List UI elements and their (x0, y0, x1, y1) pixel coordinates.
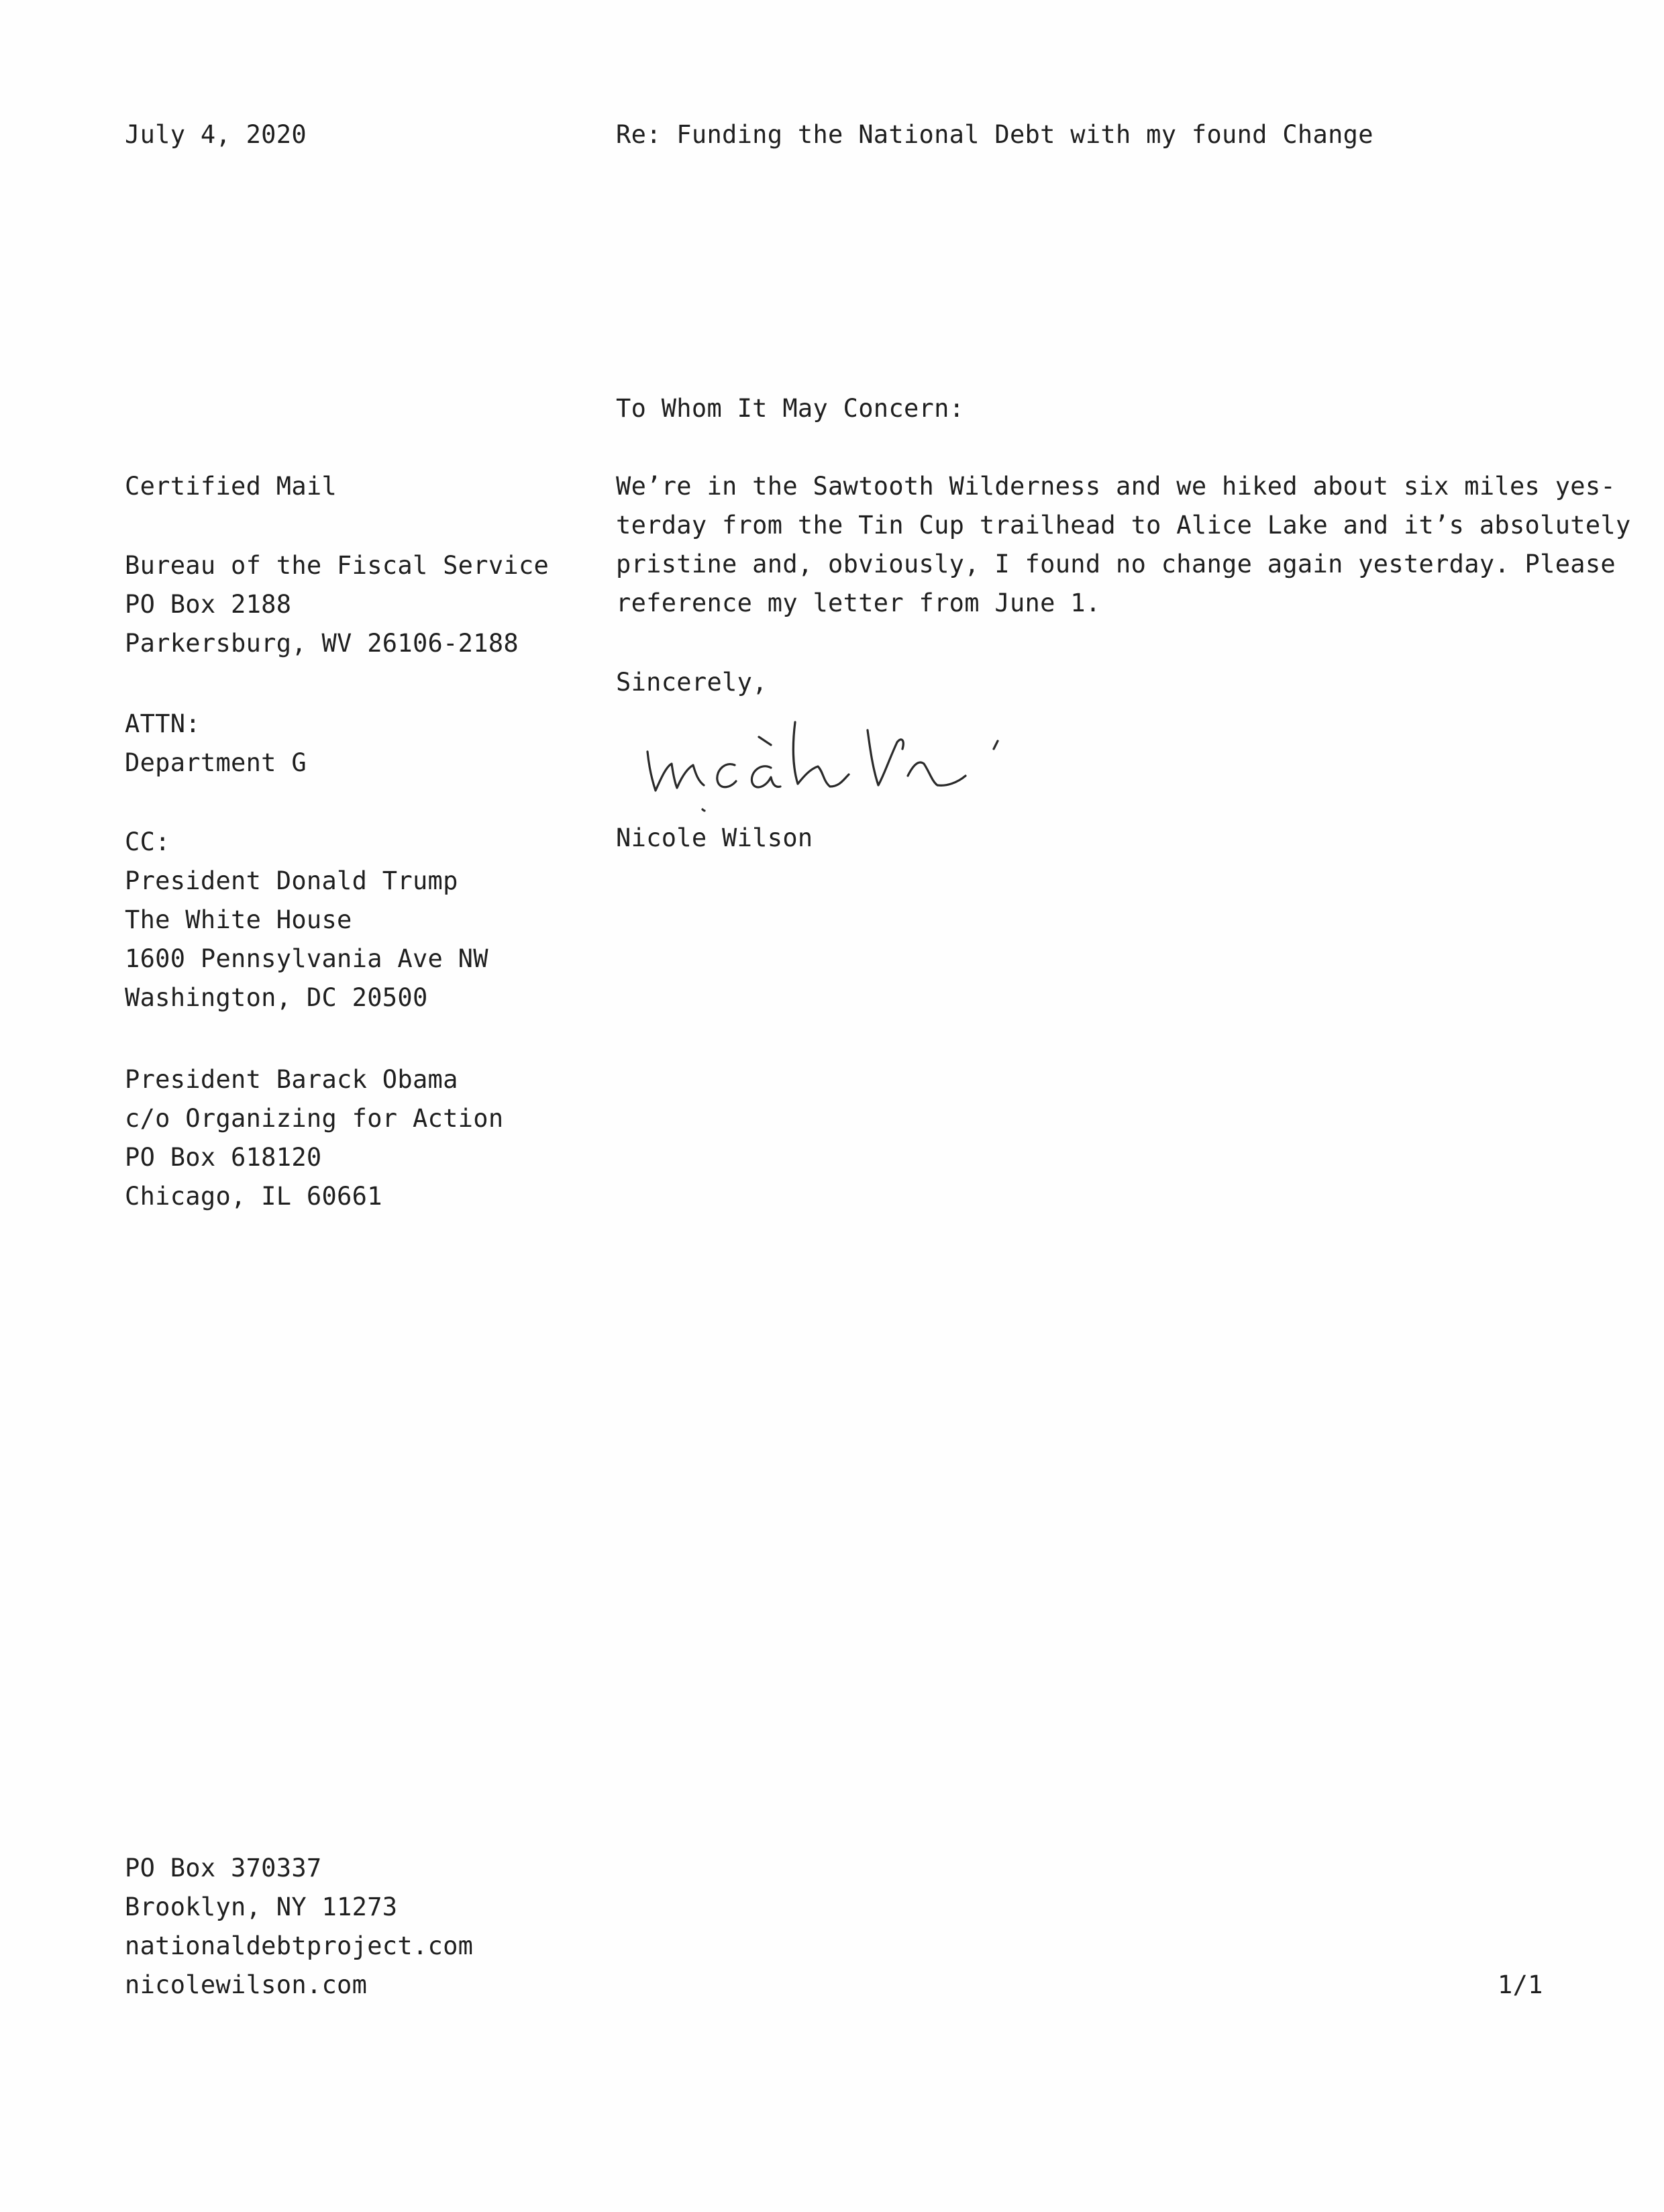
body-line: We’re in the Sawtooth Wilderness and we hiked about six miles yes- (616, 472, 1616, 501)
attention-block (125, 705, 307, 783)
cc-block-trump (125, 823, 488, 1017)
cc-line: President Barack Obama (125, 1065, 458, 1094)
handwritten-signature-icon (634, 711, 1010, 812)
letter-date: July 4, 2020 (125, 120, 307, 149)
footer-line: nicolewilson.com (125, 1970, 368, 1999)
cc-line: Chicago, IL 60661 (125, 1182, 382, 1211)
cc-line: Washington, DC 20500 (125, 983, 428, 1012)
cc-line: The White House (125, 905, 352, 934)
cc-label: CC: (125, 827, 170, 856)
cc-line: President Donald Trump (125, 866, 458, 895)
recipient-address (125, 546, 549, 663)
attention-label: ATTN: (125, 709, 201, 738)
recipient-line: PO Box 2188 (125, 590, 292, 619)
attention-value: Department G (125, 748, 307, 777)
footer-line: nationaldebtproject.com (125, 1931, 474, 1960)
sender-footer (125, 1849, 473, 2005)
recipient-line: Bureau of the Fiscal Service (125, 551, 550, 580)
body-line: reference my letter from June 1. (616, 589, 1101, 617)
signer-name: Nicole Wilson (616, 823, 813, 852)
body-line: pristine and, obviously, I found no change again yesterday. Please (616, 550, 1616, 579)
closing: Sincerely, (616, 668, 768, 697)
footer-line: Brooklyn, NY 11273 (125, 1893, 398, 1921)
footer-line: PO Box 370337 (125, 1854, 322, 1882)
letter-body (616, 467, 1631, 623)
delivery-method: Certified Mail (125, 472, 337, 501)
letter-subject: Re: Funding the National Debt with my found Change (616, 120, 1373, 149)
cc-line: PO Box 618120 (125, 1143, 322, 1172)
salutation: To Whom It May Concern: (616, 394, 965, 423)
cc-block-obama (125, 1060, 503, 1216)
page-number: 1/1 (1498, 1970, 1543, 1999)
recipient-line: Parkersburg, WV 26106-2188 (125, 629, 519, 658)
cc-line: c/o Organizing for Action (125, 1104, 504, 1133)
cc-line: 1600 Pennsylvania Ave NW (125, 944, 488, 973)
body-line: terday from the Tin Cup trailhead to Alice Lake and it’s absolutely (616, 511, 1631, 540)
